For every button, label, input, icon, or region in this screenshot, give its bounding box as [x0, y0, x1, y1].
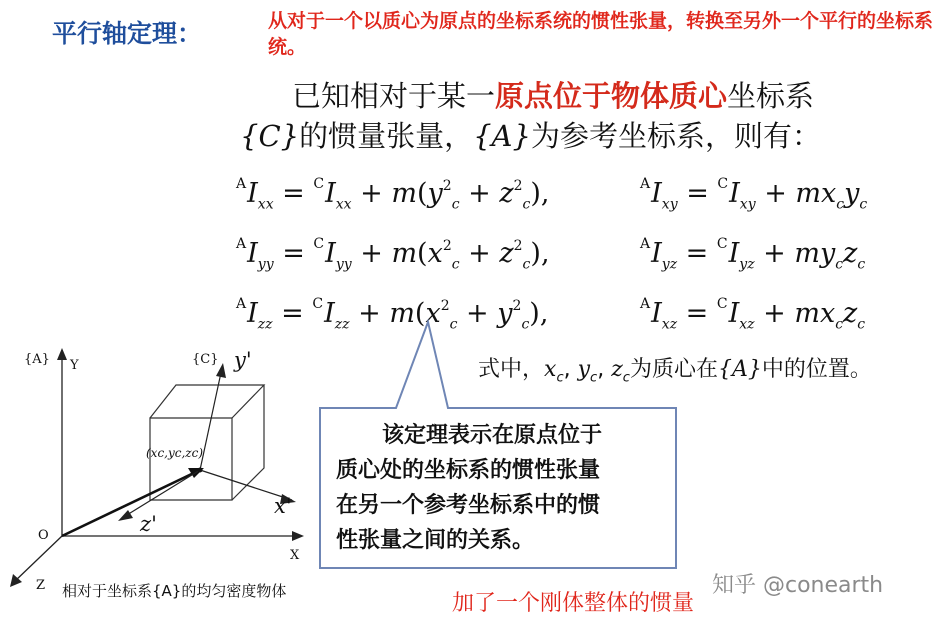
callout-line3: 在另一个参考坐标系中的惯 [336, 493, 601, 518]
equation-ixy: $^AI_{xy} = ^CI_{xy} + mx_cy_c$ [640, 176, 868, 213]
equation-izz: $^AI_{zz} = ^CI_{zz} + m(x^2_c + y^2_c)$, [236, 296, 549, 333]
centroid-point [198, 468, 203, 473]
box-top [150, 385, 264, 418]
axis-x-label: X [290, 548, 300, 563]
axis-y-label: Y [70, 358, 79, 373]
frame-a-label: {A} [473, 119, 531, 153]
frame-a-diagram-label: {A} [24, 352, 50, 367]
frame-c-diagram-label: {C} [192, 352, 219, 367]
diagram-caption: 相对于坐标系{A}的均匀密度物体 [62, 582, 287, 600]
para-highlight: 原点位于物体质心 [495, 79, 728, 113]
description-text: 从对于一个以质心为原点的坐标系统的惯性张量，转换至另外一个平行的坐标系统。 [268, 10, 934, 58]
equation-iyy: $^AI_{yy} = ^CI_{yy} + m(x^2_c + z^2_c)$, [236, 236, 550, 273]
equation-iyz: $^AI_{yz} = ^CI_{yz} + my_cz_c$ [640, 236, 866, 273]
para-part6: 为参考坐标系，则有： [530, 119, 821, 153]
equation-ixx: $^AI_{xx} = ^CI_{xx} + m(y^2_c + z^2_c)$, [236, 176, 550, 213]
axis-z-prime-line [122, 470, 200, 518]
frame-c-label: {C} [240, 119, 300, 153]
axis-y-arrow [57, 348, 67, 360]
y-prime-label: y' [234, 348, 252, 372]
page-title: 平行轴定理： [52, 19, 203, 48]
variables-note: 式中，$x_c$, $y_c$, $z_c$为质心在{A}中的位置。 [478, 357, 872, 386]
callout-line4: 性张量之间的关系。 [336, 528, 535, 553]
callout-line2: 质心处的坐标系的惯性张量 [336, 458, 601, 483]
callout-line1: 该定理表示在原点位于 [382, 423, 603, 448]
axis-x-arrow [292, 531, 304, 541]
axis-z-prime-arrow [118, 510, 133, 521]
para-part4: 的惯量张量， [299, 119, 474, 153]
origin-label: O [38, 528, 49, 543]
watermark: 知乎 @conearth [712, 573, 884, 598]
callout-text [336, 418, 676, 558]
axis-y-prime-line [200, 368, 222, 470]
z-prime-label: z' [140, 512, 157, 536]
position-vector [62, 470, 200, 536]
bottom-note: 加了一个刚体整体的惯量 [452, 591, 695, 616]
x-prime-label: x' [274, 494, 292, 518]
axis-z-label: Z [36, 578, 46, 593]
centroid-label: (xc,yc,zc) [146, 446, 204, 460]
para-part1: 已知相对于某一 [292, 79, 496, 113]
equation-ixz: $^AI_{xz} = ^CI_{xz} + mx_cz_c$ [640, 296, 866, 333]
para-part2: 坐标系 [727, 79, 815, 113]
